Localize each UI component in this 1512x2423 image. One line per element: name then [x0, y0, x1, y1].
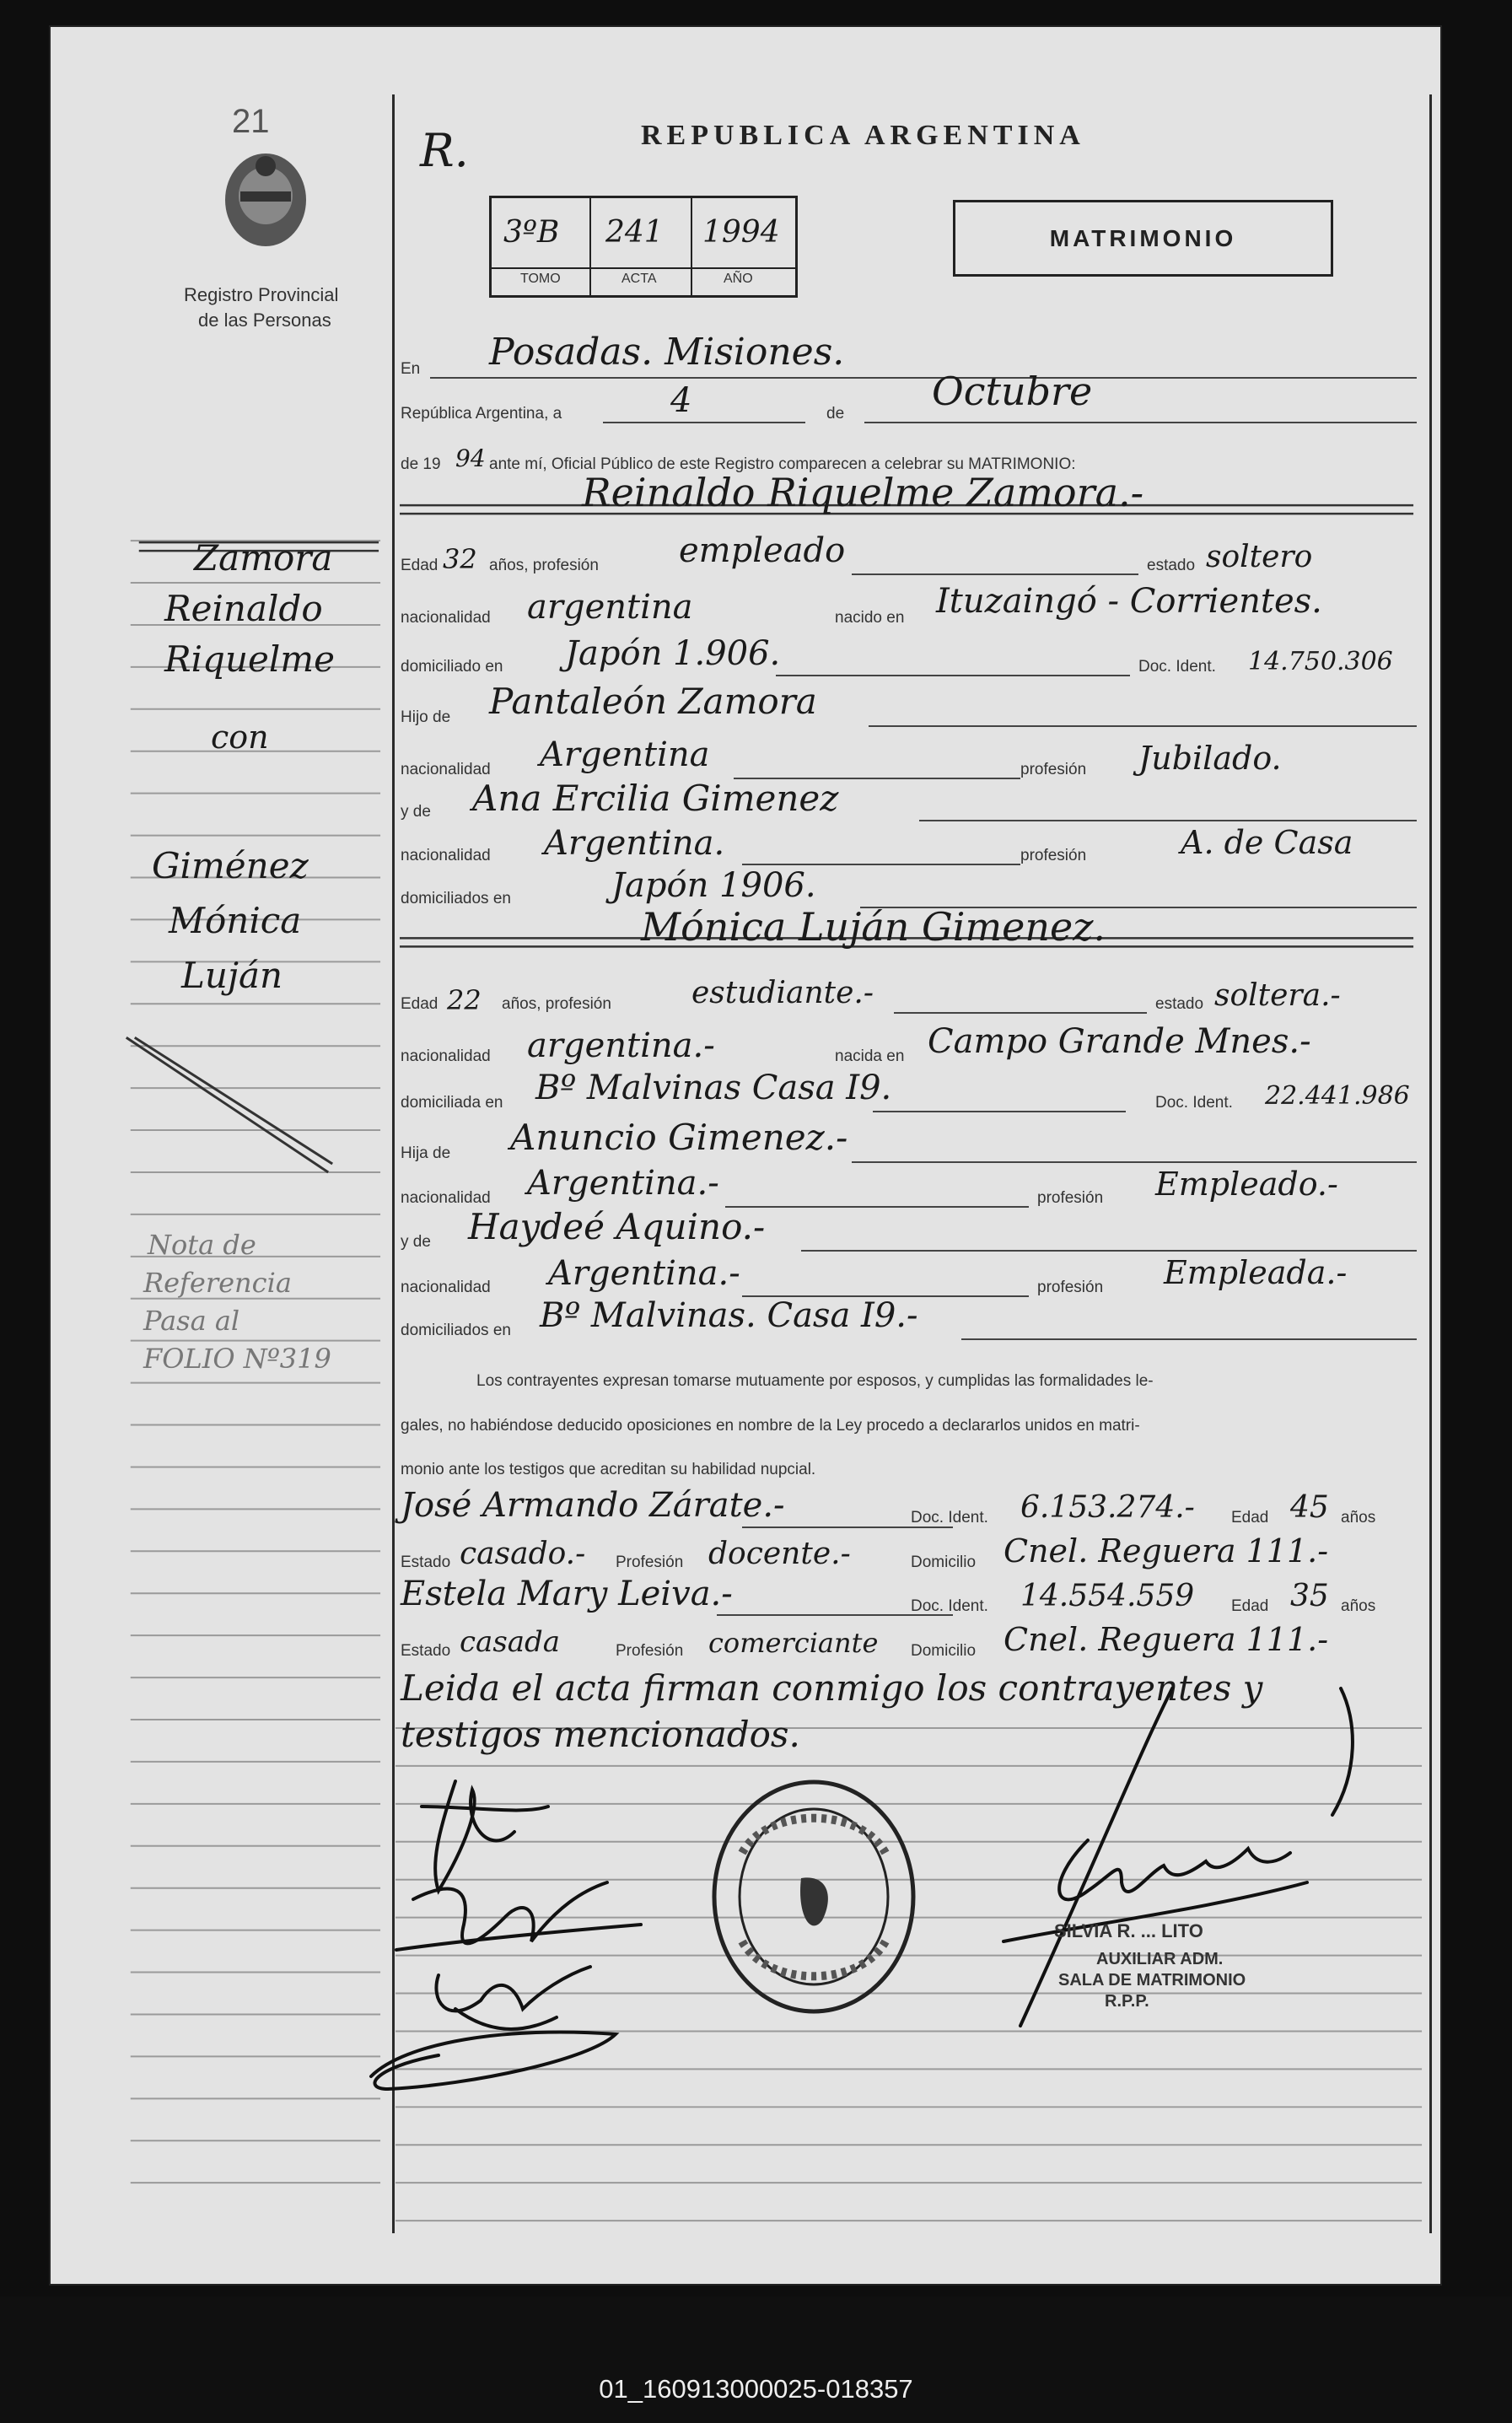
label-prof-w1: Profesión	[616, 1553, 684, 1571]
label-doc-w1: Doc. Ident.	[911, 1509, 988, 1526]
label-anos-profesion-groom: años, profesión	[489, 557, 599, 574]
margin-name-second: Riquelme	[164, 638, 335, 680]
bride-birthplace: Campo Grande Mnes.-	[928, 1022, 1311, 1061]
label-nac-bride-father: nacionalidad	[401, 1189, 491, 1207]
bride-mother: Haydeé Aquino.-	[468, 1206, 766, 1247]
label-doc-w2: Doc. Ident.	[911, 1597, 988, 1615]
label-edad-groom: Edad	[401, 557, 439, 574]
line-bride-father-nat	[725, 1206, 1029, 1208]
bride-father: Anuncio Gimenez.-	[510, 1117, 848, 1158]
line-groom-address	[776, 675, 1130, 676]
groom-mother: Ana Ercilia Gimenez	[472, 778, 839, 819]
record-page	[49, 25, 1442, 2286]
witness1-age: 45	[1290, 1490, 1329, 1525]
witness2-name: Estela Mary Leiva.-	[401, 1575, 733, 1613]
tomo-label: TOMO	[520, 272, 561, 286]
volume-hline	[492, 267, 795, 269]
day-value: 4	[670, 381, 692, 420]
witness2-address: Cnel. Reguera 111.-	[1004, 1621, 1329, 1658]
folio-number: 21	[232, 103, 270, 140]
label-domiciliados-groom: domiciliados en	[401, 890, 511, 907]
label-hija-de: Hija de	[401, 1144, 451, 1162]
label-nacido-en: nacido en	[835, 609, 905, 627]
groom-father-nationality: Argentina	[540, 735, 710, 774]
registry-name-line2: de las Personas	[198, 310, 331, 331]
acta-label: ACTA	[621, 272, 657, 286]
officer-registry: R.P.P.	[1105, 1992, 1149, 2011]
label-prof-groom-father: profesión	[1020, 761, 1087, 778]
bride-name: Mónica Luján Gimenez.	[641, 904, 1106, 950]
margin-name-surname: Zamora	[194, 537, 333, 579]
margin-bride-second: Luján	[181, 955, 283, 996]
officer-title: AUXILIAR ADM.	[1096, 1950, 1224, 1968]
closing-line2: testigos mencionados.	[401, 1714, 800, 1755]
label-intro-de: de 19	[401, 455, 441, 473]
initials-mark: R.	[420, 124, 469, 177]
intro-text: ante mí, Oficial Público de este Registro comparecen a celebrar su MATRIMONIO:	[489, 455, 1076, 473]
closing-line1: Leida el acta firman conmigo los contrayentes y	[401, 1667, 1263, 1709]
label-anos-w2: años	[1341, 1597, 1376, 1615]
bride-nationality: argentina.-	[527, 1026, 715, 1065]
groom-mother-profession: A. de Casa	[1181, 824, 1353, 861]
label-republica: República Argentina, a	[401, 405, 562, 423]
bride-address: Bº Malvinas Casa I9.	[535, 1069, 892, 1107]
label-anos-profesion-bride: años, profesión	[502, 995, 611, 1013]
label-edad-w2: Edad	[1231, 1597, 1269, 1615]
line-groom-mother-nat	[742, 864, 1020, 865]
label-de: de	[826, 405, 845, 423]
right-edge-rule	[1429, 94, 1432, 2233]
label-edad-w1: Edad	[1231, 1509, 1269, 1526]
witness2-profession: comerciante	[708, 1627, 879, 1659]
groom-address: Japón 1.906.	[565, 634, 781, 673]
officer-office: SALA DE MATRIMONIO	[1058, 1971, 1246, 1990]
margin-bride-surname: Giménez	[152, 845, 309, 886]
volume-divider-2	[691, 198, 692, 295]
label-nac-bride: nacionalidad	[401, 1047, 491, 1065]
bride-father-nationality: Argentina.-	[527, 1164, 719, 1203]
margin-bride-first: Mónica	[169, 900, 302, 941]
bride-profession: estudiante.-	[691, 976, 874, 1010]
formal-text-line3: monio ante los testigos que acreditan su habilidad nupcial.	[401, 1461, 816, 1478]
line-bride-mother	[801, 1250, 1417, 1252]
record-type: MATRIMONIO	[1049, 224, 1237, 251]
officer-name: SILVIA R. ... LITO	[1054, 1920, 1203, 1941]
groom-father-profession: Jubilado.	[1138, 740, 1282, 777]
volume-divider-1	[589, 198, 591, 295]
label-y-de-groom: y de	[401, 803, 431, 821]
label-estado-bride: estado	[1155, 995, 1204, 1013]
acta-value: 241	[605, 215, 664, 250]
label-estado-w1: Estado	[401, 1553, 451, 1571]
line-bride-profession	[894, 1012, 1147, 1014]
coat-of-arms-icon	[219, 149, 312, 259]
label-hijo-de: Hijo de	[401, 708, 451, 726]
witness1-status: casado.-	[460, 1537, 586, 1571]
label-nac-groom-mother: nacionalidad	[401, 847, 491, 864]
label-y-de-bride: y de	[401, 1233, 431, 1251]
label-domicilio-w1: Domicilio	[911, 1553, 977, 1571]
label-estado-w2: Estado	[401, 1642, 451, 1660]
groom-age: 32	[443, 543, 477, 575]
line-bride-parents-address	[961, 1338, 1417, 1340]
registry-seal	[708, 1777, 919, 2017]
registry-name-line1: Registro Provincial	[184, 284, 339, 305]
bride-age: 22	[447, 984, 482, 1016]
groom-nationality: argentina	[527, 588, 693, 627]
bride-status: soltera.-	[1214, 978, 1341, 1013]
label-nacida-en: nacida en	[835, 1047, 905, 1065]
record-type-box	[953, 200, 1333, 277]
line-groom-father	[869, 725, 1417, 727]
label-nac-bride-mother: nacionalidad	[401, 1279, 491, 1296]
volume-box	[489, 196, 798, 298]
groom-doc: 14.750.306	[1248, 647, 1393, 676]
margin-con: con	[211, 719, 269, 756]
formal-text-line2: gales, no habiéndose deducido oposiciones en nombre de la Ley procedo a declararlos unidos en matri-	[401, 1417, 1140, 1435]
label-anos-w1: años	[1341, 1509, 1376, 1526]
bride-parents-address: Bº Malvinas. Casa I9.-	[540, 1296, 918, 1335]
ano-label: AÑO	[724, 272, 753, 286]
year-suffix: 94	[455, 444, 486, 472]
label-domiciliada: domiciliada en	[401, 1094, 503, 1112]
label-nac-groom-father: nacionalidad	[401, 761, 491, 778]
witness1-doc: 6.153.274.-	[1020, 1490, 1195, 1525]
document-title: REPUBLICA ARGENTINA	[641, 120, 1085, 151]
line-city	[430, 377, 1417, 379]
margin-note-2: Referencia	[143, 1267, 292, 1299]
label-doc-groom: Doc. Ident.	[1138, 658, 1216, 676]
label-prof-groom-mother: profesión	[1020, 847, 1087, 864]
bride-doc: 22.441.986	[1265, 1081, 1410, 1111]
label-domiciliados-bride: domiciliados en	[401, 1322, 511, 1339]
label-prof-bride-mother: profesión	[1037, 1279, 1104, 1296]
tomo-value: 3ºB	[503, 215, 560, 250]
margin-note-1: Nota de	[148, 1229, 256, 1261]
label-estado-groom: estado	[1147, 557, 1196, 574]
witness2-age: 35	[1290, 1579, 1329, 1613]
formal-text-line1: Los contrayentes expresan tomarse mutuamente por esposos, y cumplidas las formalidades le-	[476, 1372, 1154, 1390]
label-doc-bride: Doc. Ident.	[1155, 1094, 1233, 1112]
line-bride-address	[873, 1111, 1126, 1112]
margin-note-4: FOLIO Nº319	[143, 1343, 331, 1375]
groom-profession: empleado	[679, 531, 846, 570]
witness1-profession: docente.-	[708, 1537, 851, 1571]
label-en: En	[401, 360, 421, 378]
line-groom-mother	[919, 820, 1417, 821]
groom-mother-nationality: Argentina.	[544, 824, 725, 863]
ano-value: 1994	[702, 215, 780, 250]
month-value: Octubre	[932, 369, 1093, 414]
bride-mother-nationality: Argentina.-	[548, 1254, 740, 1293]
label-prof-bride-father: profesión	[1037, 1189, 1104, 1207]
witness1-name: José Armando Zárate.-	[401, 1486, 785, 1525]
line-month	[864, 422, 1417, 423]
label-domicilio-w2: Domicilio	[911, 1642, 977, 1660]
city-value: Posadas. Misiones.	[489, 331, 845, 374]
signatures-left	[337, 1756, 675, 2110]
line-bride-father	[852, 1161, 1417, 1163]
image-caption: 01_160913000025-018357	[599, 2374, 913, 2404]
label-domiciliado: domiciliado en	[401, 658, 503, 676]
line-day	[603, 422, 805, 423]
line-groom-profession	[852, 573, 1138, 575]
bride-mother-profession: Empleada.-	[1164, 1254, 1348, 1291]
groom-parents-address: Japón 1906.	[611, 866, 816, 905]
bride-father-profession: Empleado.-	[1155, 1166, 1338, 1203]
label-prof-w2: Profesión	[616, 1642, 684, 1660]
groom-birthplace: Ituzaingó - Corrientes.	[936, 582, 1322, 621]
groom-status: soltero	[1206, 540, 1313, 574]
witness2-status: casada	[460, 1625, 561, 1659]
caption-bar	[0, 2296, 1512, 2423]
label-nac-groom: nacionalidad	[401, 609, 491, 627]
witness1-address: Cnel. Reguera 111.-	[1004, 1532, 1329, 1570]
groom-name: Reinaldo Riquelme Zamora.-	[582, 470, 1144, 515]
witness2-doc: 14.554.559	[1020, 1579, 1195, 1613]
groom-father: Pantaleón Zamora	[489, 681, 817, 722]
margin-note-3: Pasa al	[143, 1305, 240, 1337]
label-edad-bride: Edad	[401, 995, 439, 1013]
margin-name-first: Reinaldo	[164, 588, 323, 629]
